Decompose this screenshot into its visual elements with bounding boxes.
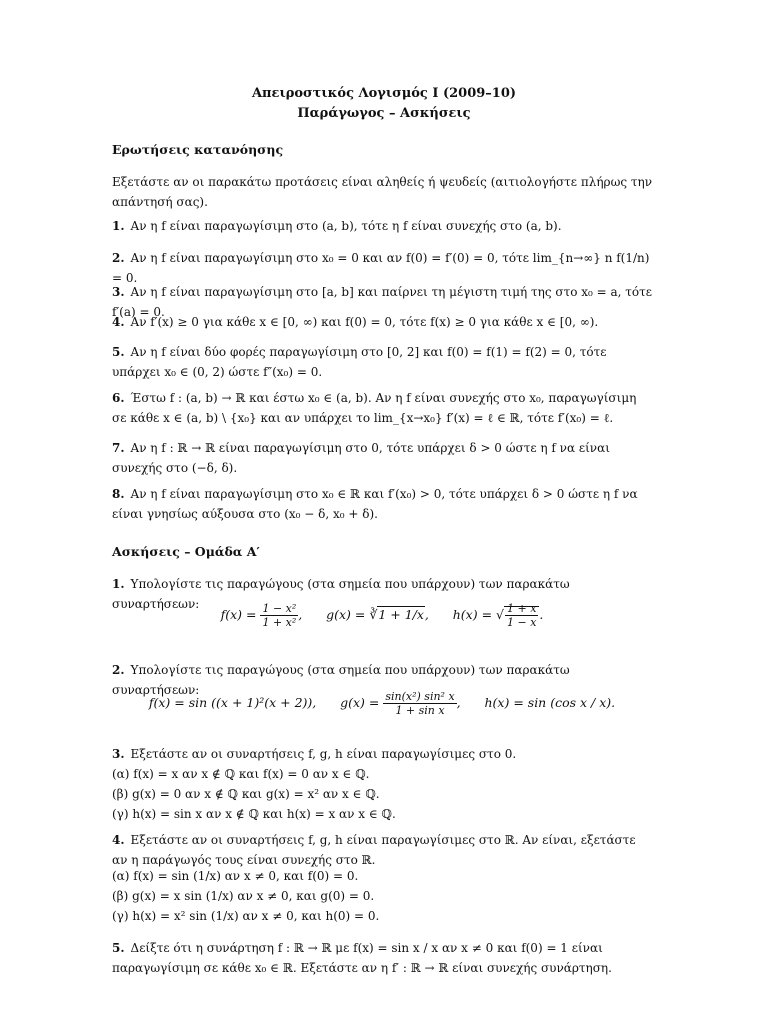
question-number: 6. [112, 391, 125, 405]
exercise-3-c: (γ) h(x) = sin x αν x ∉ ℚ και h(x) = x αν x ∈ ℚ. [112, 807, 396, 821]
denominator: 1 − x [507, 616, 537, 629]
question-text: Έστω f : (a, b) → ℝ και έστω x₀ ∈ (a, b). Αν η f είναι συνεχής στο x₀, παραγωγίσιμη σε κάθε x ∈ (a, b) \ {x₀} και αν υπάρχει το lim_{x→x₀} f′(x) = ℓ ∈ ℝ, τότε f′(x₀) = ℓ. [112, 391, 637, 425]
exercise-number: 5. [112, 941, 125, 955]
f-fraction [260, 602, 298, 629]
h-lhs: h(x) = √ [452, 607, 504, 622]
document-subtitle: Παράγωγος – Ασκήσεις [297, 106, 471, 121]
question-text: Αν η f είναι παραγωγίσιμη στο (a, b), τότε η f είναι συνεχής στο (a, b). [130, 219, 562, 233]
exercise-3 [112, 744, 652, 764]
g-lhs: g(x) = ∛ [326, 607, 378, 622]
h-fraction [505, 602, 538, 629]
exercise-1-formulas: f(x) = $\frac{\text{1 − x²}}{\text{1 + x²}}$ , g(x) = ∛1 + 1/x, h(x) = √ $\frac{1 + x}{1 - x}$ . [220, 602, 544, 629]
exercise-text: Δείξτε ότι η συνάρτηση f : ℝ → ℝ με f(x) = sin x / x αν x ≠ 0 και f(0) = 1 είναι παραγωγίσιμη σε κάθε x₀ ∈ ℝ. Εξετάστε αν η f′ : ℝ → ℝ είναι συνεχής συνάρτηση. [112, 941, 612, 975]
exercise-4 [112, 830, 652, 870]
section-heading-exercises: Ασκήσεις – Ομάδα Α′ [112, 544, 260, 559]
g-radicand: 1 + 1/x [378, 607, 424, 622]
numerator: 1 + x [507, 602, 537, 615]
g-lhs: g(x) = [340, 695, 380, 710]
numerator: 1 − x² [262, 602, 297, 615]
question-number: 2. [112, 251, 125, 265]
question-text: Αν η f είναι παραγωγίσιμη στο [a, b] και παίρνει τη μέγιστη τιμή της στο x₀ = a, τότε f′(a) = 0. [112, 285, 653, 319]
question-text: Αν η f είναι παραγωγίσιμη στο x₀ = 0 και αν f(0) = f′(0) = 0, τότε lim_{n→∞} n f(1/n) = 0. [112, 251, 650, 285]
exercise-3-b: (β) g(x) = 0 αν x ∉ ℚ και g(x) = x² αν x ∈ ℚ. [112, 787, 380, 801]
exercise-4-c: (γ) h(x) = x² sin (1/x) αν x ≠ 0, και h(0) = 0. [112, 909, 380, 923]
question-number: 8. [112, 487, 125, 501]
h-formula: h(x) = sin (cos x / x). [484, 695, 616, 710]
exercise-number: 1. [112, 577, 125, 591]
question-number: 7. [112, 441, 125, 455]
g-fraction [383, 690, 456, 717]
document-title: Απειροστικός Λογισμός Ι (2009–10) [251, 86, 517, 101]
numerator: sin(x²) sin² x [385, 690, 455, 703]
question-6 [112, 388, 652, 428]
question-8 [112, 484, 652, 524]
exercise-text: Εξετάστε αν οι συναρτήσεις f, g, h είναι παραγωγίσιμες στο ℝ. Αν είναι, εξετάστε αν η παράγωγός τους είναι συνεχής στο ℝ. [112, 833, 636, 867]
exercise-number: 3. [112, 747, 125, 761]
exercise-text: Υπολογίστε τις παραγώγους (στα σημεία που υπάρχουν) των παρακάτω συναρτήσεων: [112, 577, 570, 611]
question-number: 4. [112, 315, 125, 329]
exercise-text: Εξετάστε αν οι συναρτήσεις f, g, h είναι παραγωγίσιμες στο 0. [130, 747, 517, 761]
question-text: Αν η f είναι δύο φορές παραγωγίσιμη στο [0, 2] και f(0) = f(1) = f(2) = 0, τότε υπάρχει x₀ ∈ (0, 2) ώστε f″(x₀) = 0. [112, 345, 607, 379]
exercise-2-formulas: f(x) = sin ((x + 1)²(x + 2)), g(x) = $\frac{\text{sin(x²) sin² x}}{\text{1 + sin x}}$ , h(x) = sin (cos x / x). [148, 690, 616, 717]
denominator: 1 + x² [262, 616, 297, 629]
exercise-text: Υπολογίστε τις παραγώγους (στα σημεία που υπάρχουν) των παρακάτω συναρτήσεων: [112, 663, 570, 697]
question-number: 1. [112, 219, 125, 233]
exercise-number: 2. [112, 663, 125, 677]
question-text: Αν η f : ℝ → ℝ είναι παραγωγίσιμη στο 0, τότε υπάρχει δ > 0 ώστε η f να είναι συνεχής στο (−δ, δ). [112, 441, 610, 475]
question-7 [112, 438, 652, 478]
question-5 [112, 342, 652, 382]
question-text: Αν f′(x) ≥ 0 για κάθε x ∈ [0, ∞) και f(0) = 0, τότε f(x) ≥ 0 για κάθε x ∈ [0, ∞). [130, 315, 599, 329]
f-formula: f(x) = sin ((x + 1)²(x + 2)), [148, 695, 317, 710]
question-number: 3. [112, 285, 125, 299]
exercise-4-a: (α) f(x) = sin (1/x) αν x ≠ 0, και f(0) = 0. [112, 869, 359, 883]
exercise-4-b: (β) g(x) = x sin (1/x) αν x ≠ 0, και g(0) = 0. [112, 889, 375, 903]
exercise-5 [112, 938, 652, 978]
question-text: Αν η f είναι παραγωγίσιμη στο x₀ ∈ ℝ και f′(x₀) > 0, τότε υπάρχει δ > 0 ώστε η f να είναι γνησίως αύξουσα στο (x₀ − δ, x₀ + δ). [112, 487, 638, 521]
exercise-number: 4. [112, 833, 125, 847]
section-heading-comprehension: Ερωτήσεις κατανόησης [112, 142, 284, 157]
question-1 [112, 216, 652, 236]
section-intro: Εξετάστε αν οι παρακάτω προτάσεις είναι αληθείς ή ψευδείς (αιτιολογήστε πλήρως την απάντησή σας). [112, 175, 653, 209]
denominator: 1 + sin x [395, 704, 445, 717]
f-lhs: f(x) = [220, 607, 257, 622]
question-4 [112, 312, 652, 332]
question-number: 5. [112, 345, 125, 359]
exercise-3-a: (α) f(x) = x αν x ∉ ℚ και f(x) = 0 αν x ∈ ℚ. [112, 767, 370, 781]
